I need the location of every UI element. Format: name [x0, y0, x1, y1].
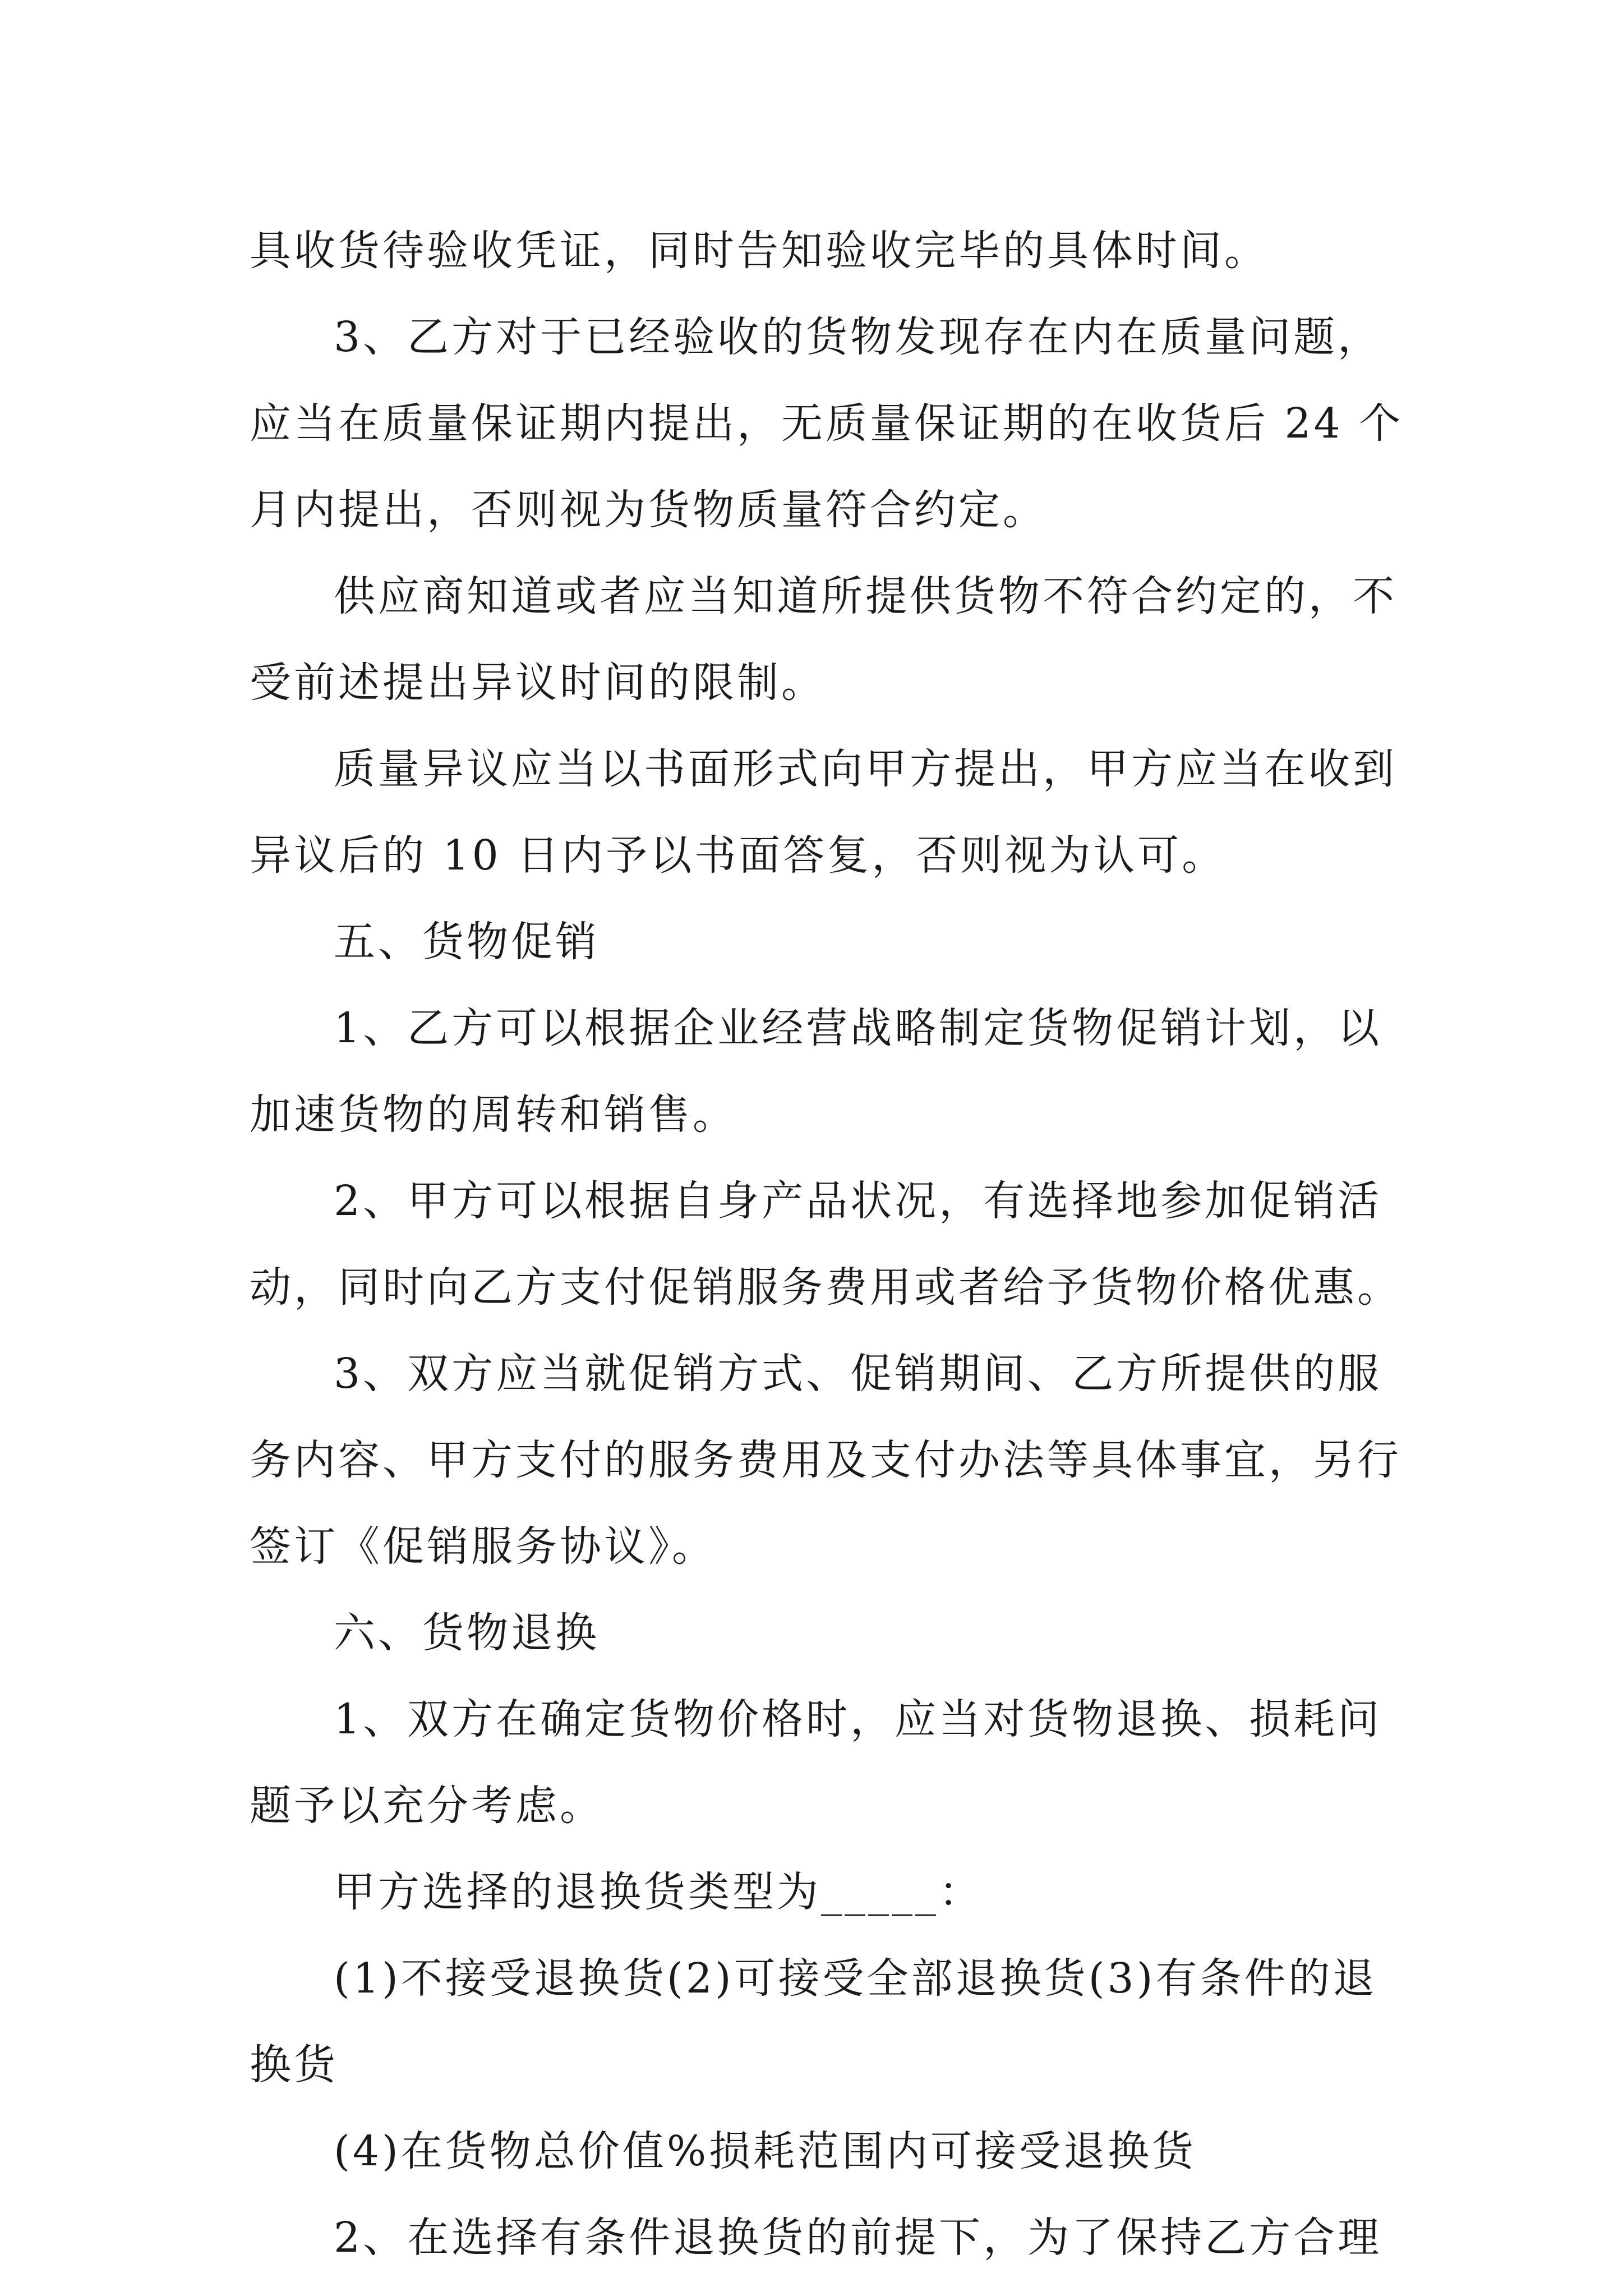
text-line: 甲方选择的退换货类型为_____：	[334, 1868, 983, 1916]
text-line: 2、在选择有条件退换货的前提下，为了保持乙方合理	[334, 2214, 1382, 2262]
text-line: 签订《促销服务协议》。	[250, 1522, 716, 1571]
text-line: 1、乙方可以根据企业经营战略制定货物促销计划，以	[334, 1004, 1382, 1052]
text-line: 六、货物退换	[334, 1609, 600, 1657]
text-line: 题予以充分考虑。	[250, 1782, 604, 1830]
text-line: 异议后的 10 日内予以书面答复，否则视为认可。	[250, 831, 1227, 880]
text-line: (1)不接受退换货(2)可接受全部退换货(3)有条件的退	[334, 1954, 1377, 2003]
text-line: (4)在货物总价值%损耗范围内可接受退换货	[334, 2127, 1197, 2175]
text-line: 受前述提出异议时间的限制。	[250, 659, 826, 707]
text-line: 质量异议应当以书面形式向甲方提出，甲方应当在收到	[334, 745, 1397, 793]
text-line: 月内提出，否则视为货物质量符合约定。	[250, 486, 1047, 534]
text-line: 3、双方应当就促销方式、促销期间、乙方所提供的服	[334, 1350, 1382, 1398]
text-line: 具收货待验收凭证，同时告知验收完毕的具体时间。	[250, 227, 1269, 275]
text-line: 3、乙方对于已经验收的货物发现存在内在质量问题，	[334, 313, 1382, 361]
document-body	[250, 208, 1404, 2281]
text-line: 1、双方在确定货物价格时，应当对货物退换、损耗问	[334, 1695, 1382, 1743]
text-line: 2、甲方可以根据自身产品状况，有选择地参加促销活	[334, 1177, 1382, 1225]
text-line: 加速货物的周转和销售。	[250, 1091, 737, 1139]
text-line: 务内容、甲方支付的服务费用及支付办法等具体事宜，另行	[250, 1436, 1401, 1484]
text-line: 动，同时向乙方支付促销服务费用或者给予货物价格优惠。	[250, 1263, 1401, 1312]
text-line: 应当在质量保证期内提出，无质量保证期的在收货后 24 个	[250, 399, 1404, 448]
text-line: 供应商知道或者应当知道所提供货物不符合约定的，不	[334, 572, 1397, 620]
text-line: 五、货物促销	[334, 918, 600, 966]
text-line: 换货	[250, 2041, 338, 2089]
